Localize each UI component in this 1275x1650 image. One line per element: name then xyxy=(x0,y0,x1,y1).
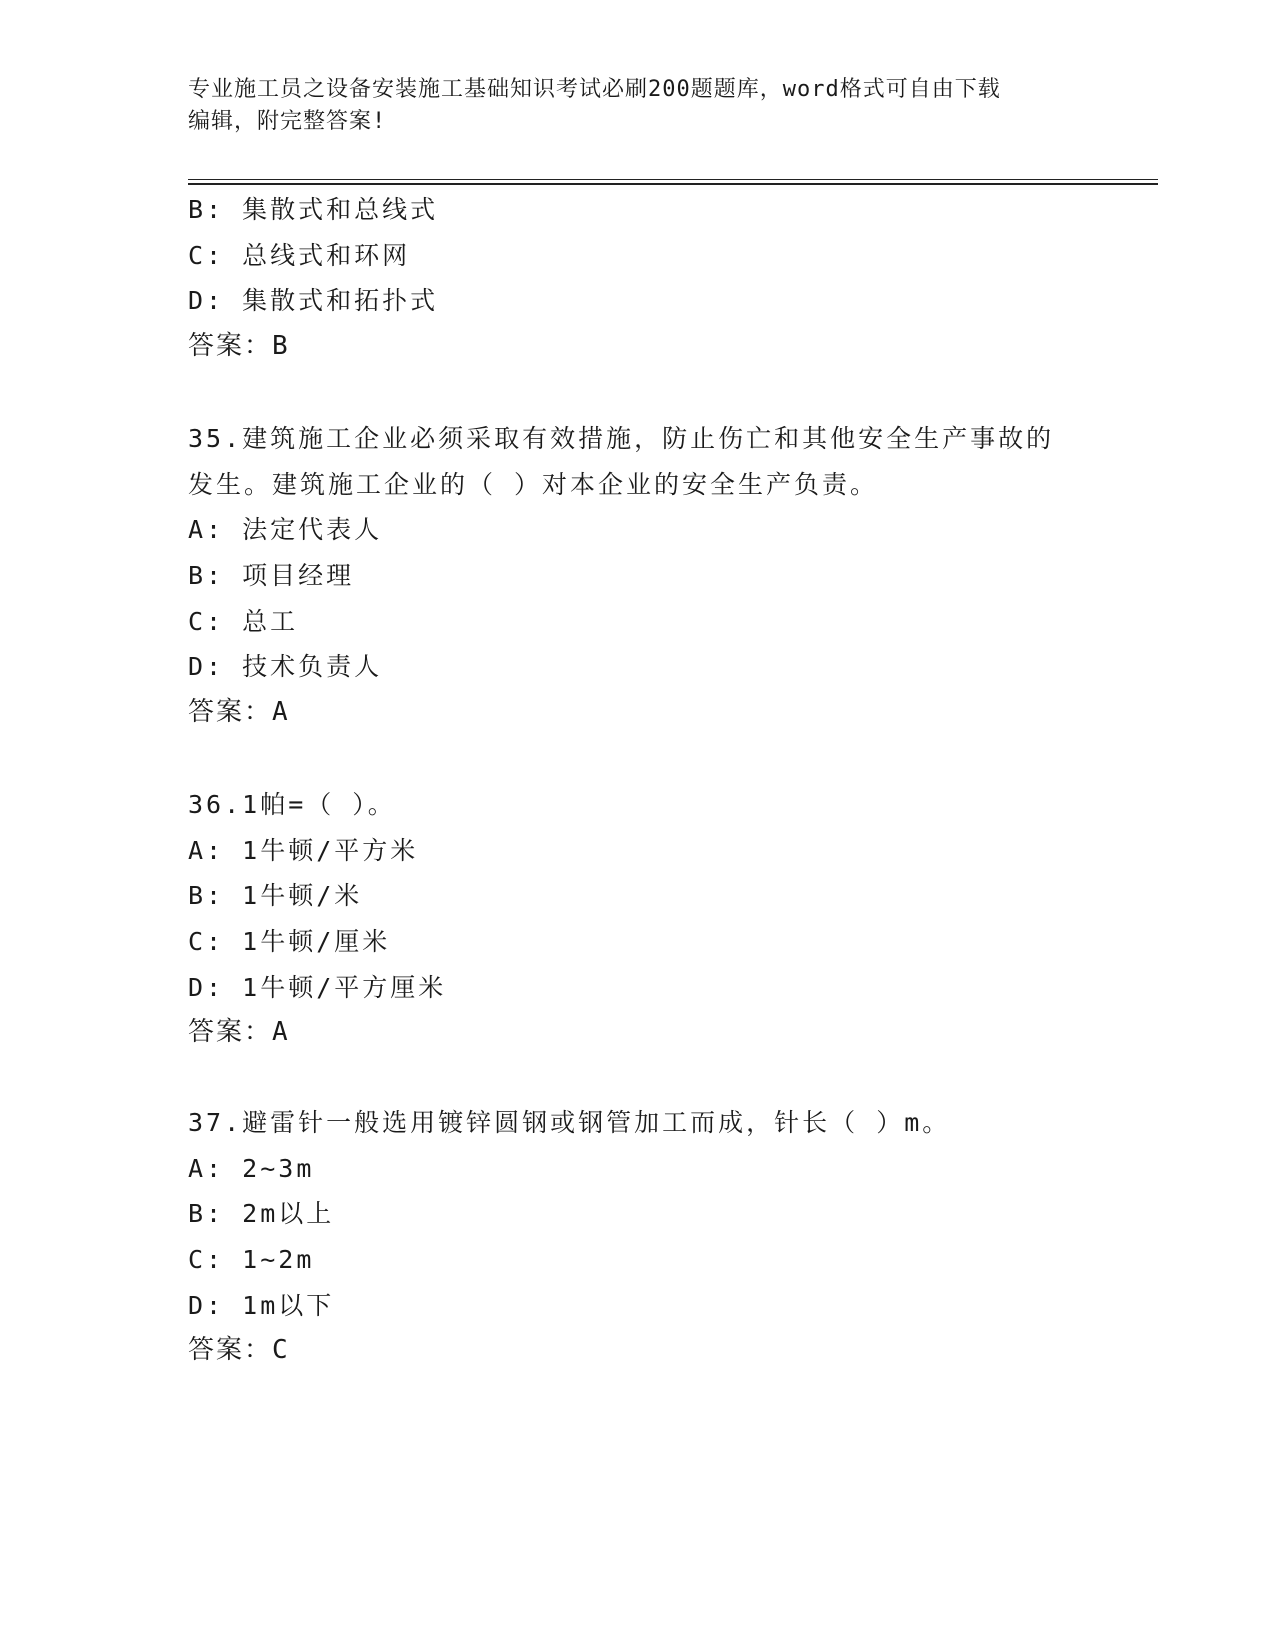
option-b: B: 集散式和总线式 xyxy=(188,195,439,224)
question-stem-line-1: 35.建筑施工企业必须采取有效措施，防止伤亡和其他安全生产事故的 xyxy=(188,424,1055,453)
question-stem-line-2: 发生。建筑施工企业的（ ）对本企业的安全生产负责。 xyxy=(188,469,879,499)
option-c: C: 总工 xyxy=(188,606,299,636)
option-b: B: 2m以上 xyxy=(188,1199,335,1229)
option-d: D: 1m以下 xyxy=(188,1290,335,1320)
answer-line: 答案：A xyxy=(188,697,290,728)
option-d: D: 集散式和拓扑式 xyxy=(188,286,439,316)
option-d: D: 1牛顿/平方厘米 xyxy=(188,972,447,1002)
document-header xyxy=(188,74,1088,138)
header-line-2: 编辑，附完整答案! xyxy=(188,109,387,134)
option-b: B: 项目经理 xyxy=(188,561,355,591)
option-c: C: 1~2m xyxy=(188,1245,315,1275)
option-a: A: 法定代表人 xyxy=(188,515,383,545)
question-37 xyxy=(188,1100,1088,1374)
option-b: B: 1牛顿/米 xyxy=(188,881,363,911)
header-divider-thick xyxy=(188,183,1158,185)
question-35 xyxy=(188,416,1088,736)
option-c: C: 总线式和环网 xyxy=(188,240,411,270)
header-line-1: 专业施工员之设备安装施工基础知识考试必刷200题题库，word格式可自由下载 xyxy=(188,77,1001,102)
option-c: C: 1牛顿/厘米 xyxy=(188,927,391,957)
header-divider-thin xyxy=(188,179,1158,180)
question-stem: 37.避雷针一般选用镀锌圆钢或钢管加工而成，针长（ ）m。 xyxy=(188,1108,951,1137)
option-a: A: 2~3m xyxy=(188,1153,315,1183)
question-36 xyxy=(188,782,1088,1056)
question-34-tail xyxy=(188,187,1088,370)
option-d: D: 技术负责人 xyxy=(188,652,383,682)
question-stem: 36.1帕=（ ）。 xyxy=(188,790,396,819)
option-a: A: 1牛顿/平方米 xyxy=(188,835,419,865)
answer-line: 答案：C xyxy=(188,1335,290,1366)
answer-line: 答案：B xyxy=(188,331,290,362)
answer-line: 答案：A xyxy=(188,1017,290,1048)
